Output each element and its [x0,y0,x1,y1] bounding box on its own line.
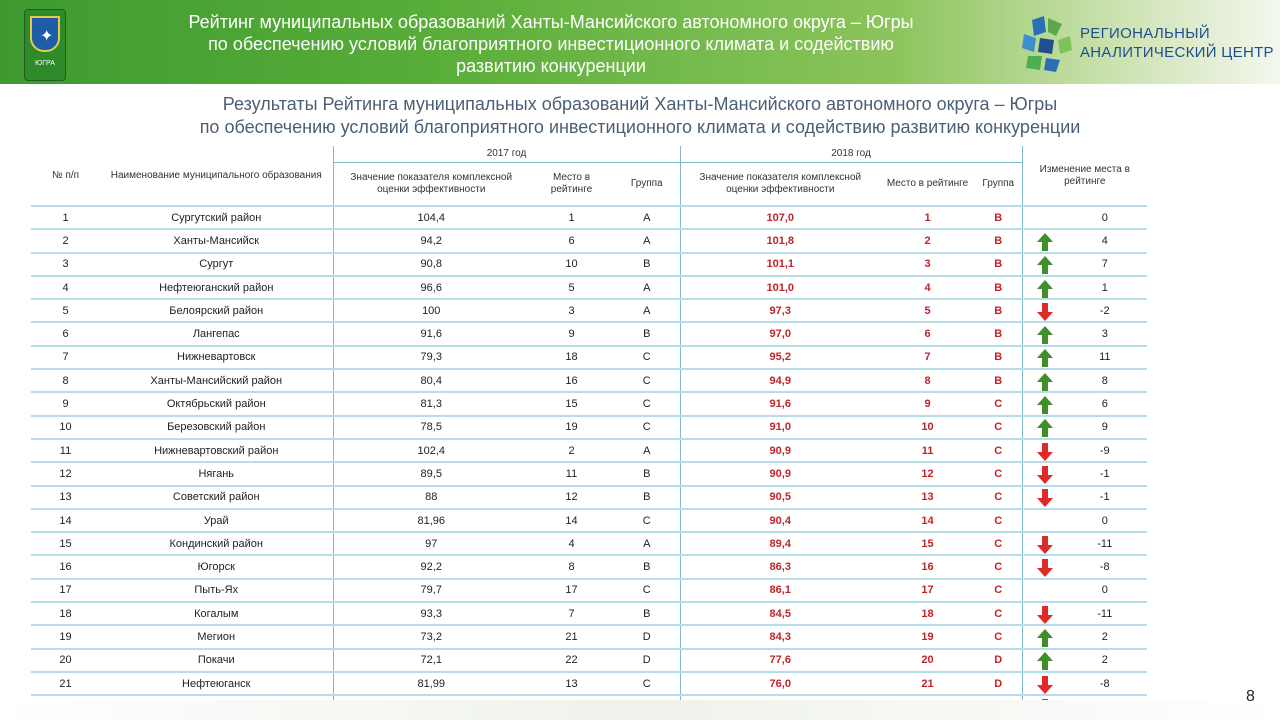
row-num: 16 [31,555,100,578]
row-group-2017: D [614,625,680,648]
row-value-2017: 79,3 [333,346,529,369]
row-change-value: -2 [1099,304,1110,317]
row-change [1022,486,1147,509]
row-name: Белоярский район [100,299,333,322]
row-name: Лангепас [100,322,333,345]
rating-table-body [31,206,1147,719]
row-place-2017: 18 [529,346,614,369]
row-place-2018: 8 [880,369,975,392]
arrow-up-icon [1036,372,1054,392]
coat-of-arms-logo [24,9,66,81]
crest-shield-icon [30,16,60,52]
header-value-2018: Значение показателя комплексной оценки эффективности [680,163,880,207]
header-place-2017: Место в рейтинге [550,172,593,195]
row-value-2017: 89,5 [333,462,529,485]
row-value-2017: 81,96 [333,509,529,532]
row-value-2018: 86,3 [680,555,880,578]
row-group-2018: B [975,276,1022,299]
table-row [31,579,1147,602]
arrow-up-icon [1036,325,1054,345]
row-name: Мегион [100,625,333,648]
row-change [1022,579,1147,602]
row-value-2017: 88 [333,486,529,509]
row-name: Нефтеюганский район [100,276,333,299]
row-name: Пыть-Ях [100,579,333,602]
row-value-2018: 97,0 [680,322,880,345]
row-place-2018: 3 [880,253,975,276]
row-value-2018: 84,3 [680,625,880,648]
row-value-2018: 97,3 [680,299,880,322]
row-value-2018: 90,9 [680,462,880,485]
row-value-2017: 80,4 [333,369,529,392]
row-change-value: 0 [1101,584,1108,597]
row-value-2018: 101,0 [680,276,880,299]
row-change-value: -1 [1099,467,1110,480]
row-place-2017: 21 [529,625,614,648]
row-group-2017: C [614,346,680,369]
row-name: Кондинский район [100,532,333,555]
row-place-2018: 12 [880,462,975,485]
row-value-2017: 92,2 [333,555,529,578]
page-number: 8 [1246,688,1255,705]
row-group-2017: C [614,369,680,392]
row-value-2017: 102,4 [333,439,529,462]
row-place-2018: 19 [880,625,975,648]
row-value-2018: 89,4 [680,532,880,555]
row-change-value: -8 [1099,561,1110,574]
analytic-center-name [1080,24,1274,62]
row-value-2017: 94,2 [333,229,529,252]
row-name: Ханты-Мансийск [100,229,333,252]
row-change [1022,602,1147,625]
row-num: 3 [31,253,100,276]
row-value-2018: 84,5 [680,602,880,625]
row-place-2018: 17 [880,579,975,602]
table-row [31,229,1147,252]
row-place-2018: 6 [880,322,975,345]
header-title-line2: по обеспечению условий благоприятного инвестиционного климата и содействию [208,34,894,54]
row-place-2018: 20 [880,649,975,672]
row-group-2018: C [975,602,1022,625]
table-row [31,555,1147,578]
row-value-2018: 101,8 [680,229,880,252]
arrow-up-icon [1036,628,1054,648]
arrow-down-icon [1036,535,1054,555]
row-value-2017: 96,6 [333,276,529,299]
row-change [1022,649,1147,672]
table-row [31,602,1147,625]
table-row [31,206,1147,229]
row-group-2018: C [975,579,1022,602]
row-place-2017: 12 [529,486,614,509]
row-change [1022,206,1147,229]
row-change-value: 2 [1101,630,1108,643]
row-group-2017: C [614,672,680,695]
subtitle-line1: Результаты Рейтинга муниципальных образований Ханты-Мансийского автономного округа – Югры [222,94,1058,114]
table-row [31,509,1147,532]
row-change-value: 8 [1101,374,1108,387]
row-change [1022,555,1147,578]
row-place-2017: 19 [529,416,614,439]
arrow-up-icon [1036,232,1054,252]
row-group-2018: B [975,369,1022,392]
row-group-2017: A [614,299,680,322]
row-group-2017: A [614,532,680,555]
header-name: Наименование муниципального образования [110,169,322,181]
row-name: Нягань [100,462,333,485]
row-change [1022,346,1147,369]
table-row [31,439,1147,462]
row-name: Ханты-Мансийский район [100,369,333,392]
row-value-2018: 90,4 [680,509,880,532]
row-name: Березовский район [100,416,333,439]
row-value-2017: 100 [333,299,529,322]
row-group-2017: A [614,206,680,229]
row-name: Советский район [100,486,333,509]
row-num: 4 [31,276,100,299]
header-value-2017: Значение показателя комплексной оценки эффективности [333,163,529,207]
arrow-down-icon [1036,675,1054,695]
table-row [31,276,1147,299]
row-place-2018: 16 [880,555,975,578]
row-place-2017: 4 [529,532,614,555]
table-row [31,346,1147,369]
header-year-2017: 2017 год [333,146,680,163]
row-num: 21 [31,672,100,695]
row-place-2017: 15 [529,392,614,415]
row-place-2018: 14 [880,509,975,532]
row-change [1022,253,1147,276]
row-place-2017: 14 [529,509,614,532]
table-row [31,486,1147,509]
row-change-value: 4 [1101,234,1108,247]
logo-line1: РЕГИОНАЛЬНЫЙ [1080,25,1210,42]
row-place-2017: 6 [529,229,614,252]
header-num: № п/п [51,169,80,181]
row-group-2018: C [975,392,1022,415]
row-group-2018: C [975,462,1022,485]
row-place-2017: 5 [529,276,614,299]
row-name: Сургут [100,253,333,276]
row-place-2018: 13 [880,486,975,509]
row-num: 20 [31,649,100,672]
arrow-up-icon [1036,651,1054,671]
table-row [31,672,1147,695]
row-num: 12 [31,462,100,485]
row-place-2018: 18 [880,602,975,625]
row-num: 2 [31,229,100,252]
row-change-value: -11 [1097,607,1113,620]
row-place-2017: 17 [529,579,614,602]
row-value-2017: 79,7 [333,579,529,602]
row-place-2017: 2 [529,439,614,462]
table-row [31,649,1147,672]
row-group-2018: C [975,509,1022,532]
row-group-2018: B [975,206,1022,229]
table-row [31,299,1147,322]
row-group-2017: A [614,276,680,299]
row-place-2018: 11 [880,439,975,462]
row-num: 9 [31,392,100,415]
header-place-2018: Место в рейтинге [886,178,969,189]
row-value-2018: 91,6 [680,392,880,415]
row-name: Октябрьский район [100,392,333,415]
row-name: Урай [100,509,333,532]
row-place-2017: 9 [529,322,614,345]
row-group-2017: B [614,555,680,578]
table-row [31,369,1147,392]
row-change-value: 3 [1101,328,1108,341]
arrow-down-icon [1036,442,1054,462]
header-title [86,11,1016,77]
row-place-2017: 16 [529,369,614,392]
bottom-decor-band [0,700,1280,720]
row-change-value: 0 [1101,514,1108,527]
row-group-2018: D [975,649,1022,672]
row-value-2018: 94,9 [680,369,880,392]
row-place-2017: 13 [529,672,614,695]
row-value-2018: 76,0 [680,672,880,695]
row-value-2017: 78,5 [333,416,529,439]
arrow-down-icon [1036,465,1054,485]
row-change [1022,625,1147,648]
row-num: 6 [31,322,100,345]
row-value-2017: 93,3 [333,602,529,625]
row-group-2017: B [614,322,680,345]
row-group-2018: C [975,416,1022,439]
row-group-2017: A [614,439,680,462]
row-value-2018: 107,0 [680,206,880,229]
row-num: 17 [31,579,100,602]
row-change-value: 0 [1101,211,1108,224]
row-group-2018: B [975,346,1022,369]
row-value-2018: 77,6 [680,649,880,672]
header-year-2018: 2018 год [680,146,1022,163]
bird-icon: ✦ [40,28,54,45]
row-change-value: -1 [1099,491,1110,504]
row-value-2017: 81,99 [333,672,529,695]
header-group-2018: Группа [982,178,1015,189]
row-value-2017: 97 [333,532,529,555]
row-value-2017: 90,8 [333,253,529,276]
row-place-2017: 1 [529,206,614,229]
arrow-up-icon [1036,279,1054,299]
row-place-2017: 11 [529,462,614,485]
arrow-down-icon [1036,302,1054,322]
row-num: 19 [31,625,100,648]
table-row [31,392,1147,415]
header-title-line1: Рейтинг муниципальных образований Ханты-Мансийского автономного округа – Югры [188,12,914,32]
row-group-2018: C [975,532,1022,555]
table-row [31,253,1147,276]
row-name: Когалым [100,602,333,625]
row-change [1022,532,1147,555]
row-place-2018: 5 [880,299,975,322]
row-change-value: 1 [1101,281,1108,294]
row-place-2018: 10 [880,416,975,439]
arrow-up-icon [1036,255,1054,275]
row-change-value: -9 [1099,444,1110,457]
table-row [31,462,1147,485]
row-name: Сургутский район [100,206,333,229]
row-group-2018: C [975,555,1022,578]
row-group-2017: A [614,229,680,252]
row-value-2018: 101,1 [680,253,880,276]
row-value-2017: 72,1 [333,649,529,672]
arrow-down-icon [1036,605,1054,625]
row-value-2018: 91,0 [680,416,880,439]
row-group-2017: B [614,462,680,485]
row-name: Югорск [100,555,333,578]
page-subtitle [40,93,1240,139]
row-group-2017: B [614,253,680,276]
row-value-2017: 81,3 [333,392,529,415]
row-value-2017: 91,6 [333,322,529,345]
row-change-value: 11 [1099,351,1111,364]
row-value-2017: 73,2 [333,625,529,648]
row-place-2017: 8 [529,555,614,578]
row-group-2017: B [614,602,680,625]
header-group-2017: Группа [630,178,663,189]
row-change [1022,229,1147,252]
row-group-2017: C [614,392,680,415]
row-name: Нижневартовский район [100,439,333,462]
row-change [1022,369,1147,392]
row-name: Нижневартовск [100,346,333,369]
row-num: 5 [31,299,100,322]
row-num: 10 [31,416,100,439]
header-title-line3: развитию конкуренции [456,56,646,76]
rating-table [31,146,1147,720]
row-num: 8 [31,369,100,392]
analytic-center-logo-icon [1018,14,1078,74]
row-change [1022,672,1147,695]
table-row [31,532,1147,555]
row-place-2018: 9 [880,392,975,415]
row-group-2017: B [614,486,680,509]
row-group-2017: C [614,416,680,439]
row-change [1022,509,1147,532]
row-change [1022,416,1147,439]
row-num: 14 [31,509,100,532]
row-place-2018: 1 [880,206,975,229]
logo-line2: АНАЛИТИЧЕСКИЙ ЦЕНТР [1080,44,1274,61]
row-name: Покачи [100,649,333,672]
row-num: 11 [31,439,100,462]
row-group-2017: C [614,579,680,602]
row-change-value: 7 [1101,258,1108,271]
row-change-value: 2 [1101,654,1108,667]
row-place-2017: 22 [529,649,614,672]
row-place-2018: 7 [880,346,975,369]
row-group-2018: B [975,253,1022,276]
row-num: 13 [31,486,100,509]
row-change-value: -8 [1099,677,1110,690]
row-change [1022,276,1147,299]
row-change-value: -11 [1097,537,1113,550]
row-value-2017: 104,4 [333,206,529,229]
row-group-2017: D [614,649,680,672]
row-value-2018: 90,5 [680,486,880,509]
header-change: Изменение места в рейтинге [1022,146,1147,206]
row-change-value: 9 [1101,421,1108,434]
row-change [1022,322,1147,345]
header-banner [0,0,1280,84]
row-group-2018: C [975,486,1022,509]
row-num: 15 [31,532,100,555]
row-place-2017: 7 [529,602,614,625]
table-row [31,322,1147,345]
row-place-2018: 2 [880,229,975,252]
row-value-2018: 95,2 [680,346,880,369]
row-change [1022,299,1147,322]
row-group-2018: C [975,625,1022,648]
arrow-down-icon [1036,488,1054,508]
row-place-2018: 4 [880,276,975,299]
row-change [1022,392,1147,415]
row-num: 18 [31,602,100,625]
arrow-up-icon [1036,418,1054,438]
table-row [31,416,1147,439]
row-group-2018: B [975,229,1022,252]
row-name: Нефтеюганск [100,672,333,695]
row-place-2017: 3 [529,299,614,322]
row-change-value: 6 [1101,398,1108,411]
row-group-2018: D [975,672,1022,695]
row-group-2017: C [614,509,680,532]
row-place-2017: 10 [529,253,614,276]
row-group-2018: B [975,322,1022,345]
row-group-2018: B [975,299,1022,322]
row-change [1022,462,1147,485]
arrow-up-icon [1036,348,1054,368]
row-place-2018: 21 [880,672,975,695]
row-value-2018: 90,9 [680,439,880,462]
row-value-2018: 86,1 [680,579,880,602]
arrow-up-icon [1036,395,1054,415]
row-group-2018: C [975,439,1022,462]
crest-label: ЮГРА [35,60,55,67]
subtitle-line2: по обеспечению условий благоприятного инвестиционного климата и содействию развитию конкуренции [199,117,1081,137]
arrow-down-icon [1036,558,1054,578]
row-num: 1 [31,206,100,229]
row-place-2018: 15 [880,532,975,555]
row-change [1022,439,1147,462]
table-row [31,625,1147,648]
row-num: 7 [31,346,100,369]
